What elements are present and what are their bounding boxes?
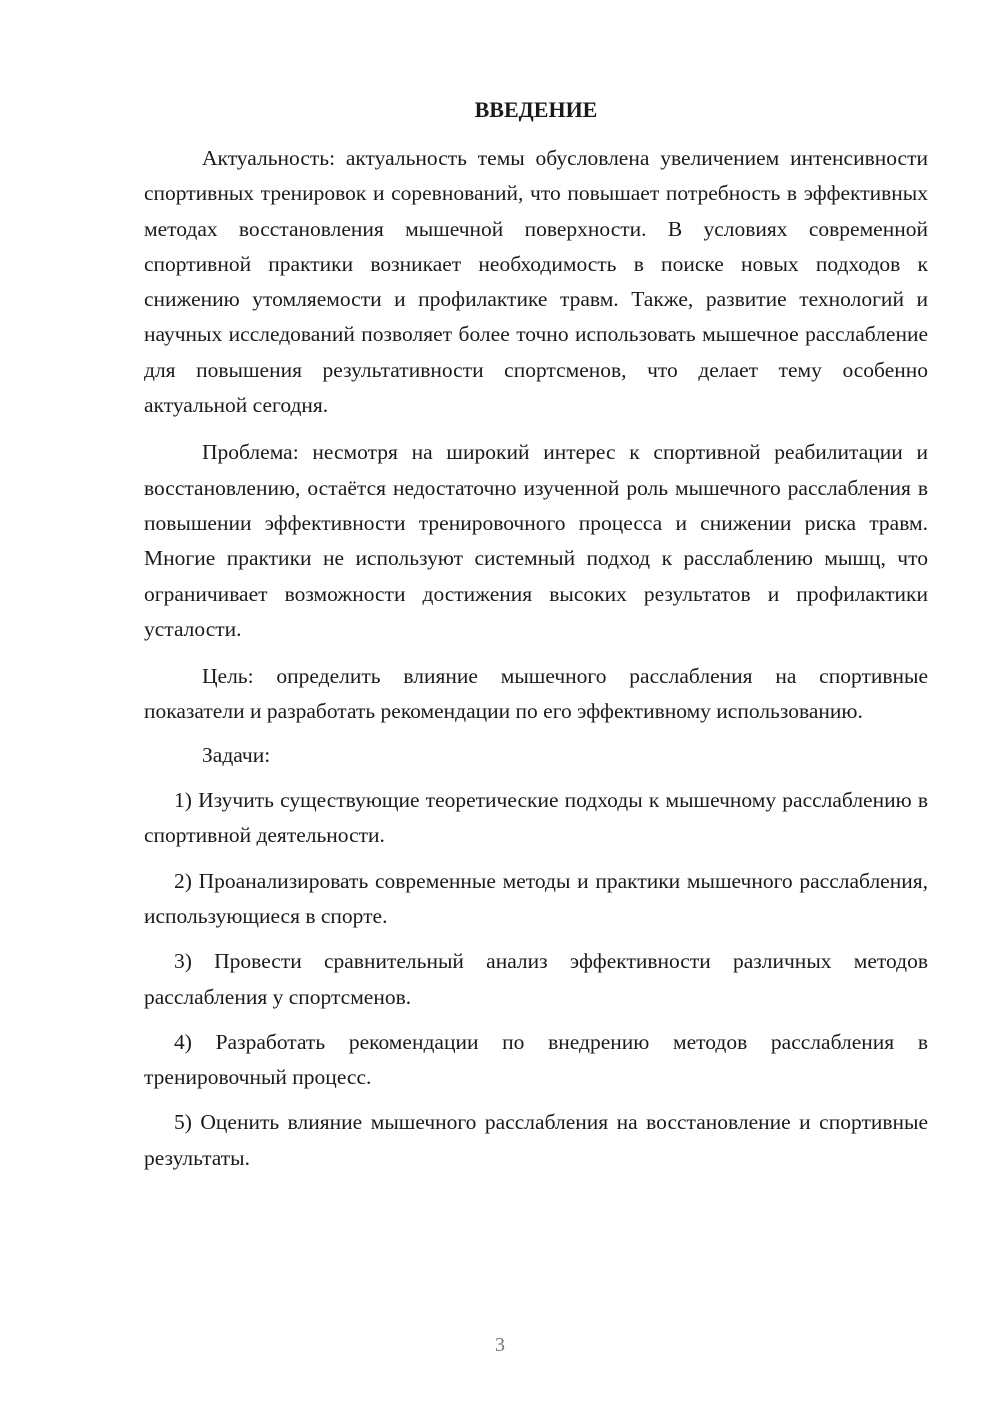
paragraph-goal: Цель: определить влияние мышечного расслабления на спортивные показатели и разработать рекомендации по его эффективному использованию. [144, 664, 928, 724]
page-number: 3 [495, 1334, 505, 1356]
paragraph-problem: Проблема: несмотря на широкий интерес к спортивной реабилитации и восстановлению, остаётся недостаточно изученной роль мышечного расслабления в повышении эффективности тренировочного процесса и снижении риска травм. Многие практики не используют системный подход к расслаблению мышц, что ограничивает возможности достижения высоких результатов и профилактики усталости. [144, 440, 928, 641]
paragraph-relevance: Актуальность: актуальность темы обусловлена увеличением интенсивности спортивных тренировок и соревнований, что повышает потребность в эффективных методах восстановления мышечной поверхности. В условиях современной спортивной практики возникает необходимость в поиске новых подходов к снижению утомляемости и профилактике травм. Также, развитие технологий и научных исследований позволяет более точно использовать мышечное расслабление для повышения результативности спортсменов, что делает тему особенно актуальной сегодня. [144, 146, 928, 418]
task-item: 2) Проанализировать современные методы и практики мышечного расслабления, использующиеся в спорте. [144, 868, 928, 928]
document-page [144, 95, 928, 1176]
task-item: 4) Разработать рекомендации по внедрению методов расслабления в тренировочный процесс. [144, 1029, 928, 1090]
task-item: 3) Провести сравнительный анализ эффективности различных методов расслабления у спортсменов. [144, 949, 928, 1009]
task-item: 1) Изучить существующие теоретические подходы к мышечному расслаблению в спортивной деятельности. [144, 788, 928, 848]
tasks-label: Задачи: [202, 742, 271, 767]
task-item: 5) Оценить влияние мышечного расслабления на восстановление и спортивные результаты. [144, 1110, 928, 1170]
section-heading: ВВЕДЕНИЕ [474, 97, 598, 122]
